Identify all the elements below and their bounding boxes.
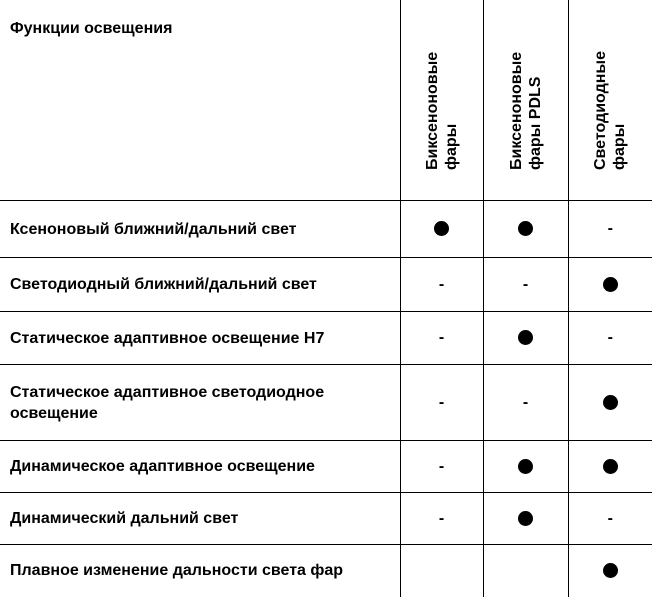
row-cell [568,312,652,365]
column-header-label: Биксеноновые фары PDLS [507,51,544,170]
table-row [0,258,652,312]
filled-dot-icon [603,459,618,474]
filled-dot-icon [434,221,449,236]
filled-dot-icon [518,511,533,526]
column-header-led [568,0,652,201]
row-cell [400,545,483,597]
dash-marker: - [607,329,613,346]
dash-marker: - [438,509,445,527]
row-cell [483,493,568,545]
column-header-label: Биксеноновые фары [423,51,460,170]
filled-dot-icon [518,330,533,345]
row-feature-label: Плавное изменение дальности света фар [0,545,400,597]
row-cell [568,441,652,493]
table-title: Функции освещения [10,20,173,37]
row-cell [400,201,483,258]
column-header-bixenon [400,0,483,201]
row-cell [568,201,652,258]
table-row [0,312,652,365]
row-cell [400,258,483,312]
row-cell [568,365,652,441]
row-cell [568,258,652,312]
row-cell [400,441,483,493]
dash-marker: - [522,275,529,293]
row-cell [400,365,483,441]
dash-marker: - [607,220,613,237]
row-cell [483,545,568,597]
table-header-row [0,0,652,201]
filled-dot-icon [518,459,533,474]
row-cell [483,312,568,365]
table-row [0,441,652,493]
row-feature-label: Статическое адаптивное освещение H7 [0,312,400,365]
dash-marker: - [438,393,445,411]
row-cell [400,312,483,365]
dash-marker: - [522,393,529,411]
table-row [0,493,652,545]
row-feature-label: Ксеноновый ближний/дальний свет [0,201,400,258]
table-title-cell [0,0,400,201]
row-feature-label: Динамический дальний свет [0,493,400,545]
filled-dot-icon [603,277,618,292]
filled-dot-icon [518,221,533,236]
row-cell [568,545,652,597]
row-cell [568,493,652,545]
table-row [0,545,652,597]
table-row [0,365,652,441]
dash-marker: - [438,329,445,346]
row-cell [483,441,568,493]
filled-dot-icon [603,395,618,410]
row-cell [400,493,483,545]
column-header-bixenon-pdls [483,0,568,201]
row-feature-label: Светодиодный ближний/дальний свет [0,258,400,312]
row-feature-label: Статическое адаптивное светодиодное освещение [0,365,400,441]
table-row [0,201,652,258]
dash-marker: - [607,509,613,527]
dash-marker: - [438,457,445,475]
row-cell [483,258,568,312]
filled-dot-icon [603,563,618,578]
column-header-label: Светодиодные фары [592,51,629,170]
row-cell [483,201,568,258]
row-cell [483,365,568,441]
dash-marker: - [438,275,445,293]
row-feature-label: Динамическое адаптивное освещение [0,441,400,493]
